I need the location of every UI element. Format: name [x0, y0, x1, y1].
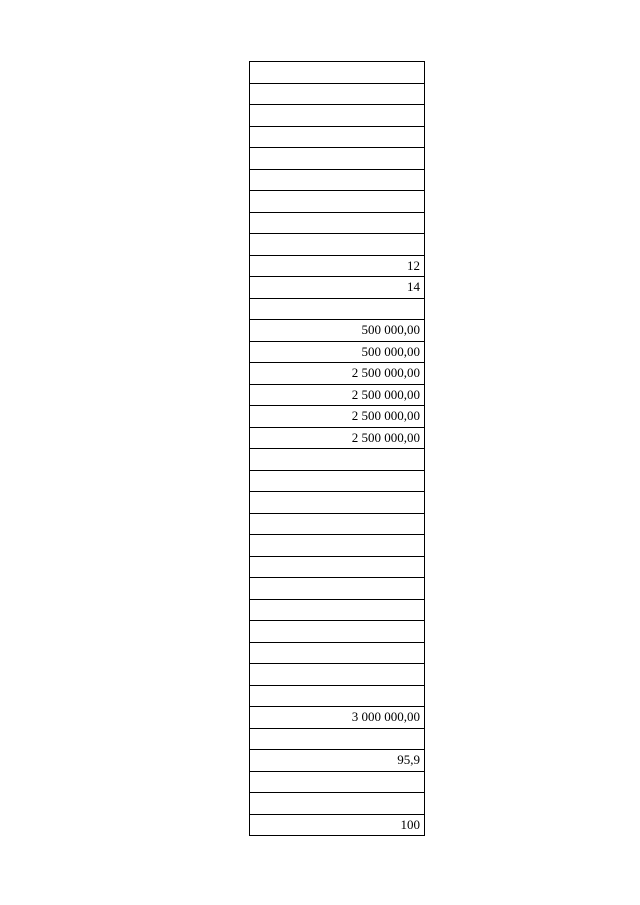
- table-row: [250, 793, 424, 815]
- table-row: 100: [250, 815, 424, 837]
- table-row: [250, 449, 424, 471]
- table-row: [250, 686, 424, 708]
- table-row: [250, 578, 424, 600]
- table-row: [250, 664, 424, 686]
- table-row: [250, 234, 424, 256]
- table-row: [250, 514, 424, 536]
- table-row: 2 500 000,00: [250, 428, 424, 450]
- table-row: [250, 191, 424, 213]
- table-row: 2 500 000,00: [250, 363, 424, 385]
- table-row: 12: [250, 256, 424, 278]
- table-row: 500 000,00: [250, 320, 424, 342]
- table-row: [250, 729, 424, 751]
- table-row: [250, 62, 424, 84]
- value-column-table: [249, 61, 425, 836]
- table-row: 2 500 000,00: [250, 385, 424, 407]
- table-row: 3 000 000,00: [250, 707, 424, 729]
- table-row: [250, 621, 424, 643]
- table-row: [250, 299, 424, 321]
- table-row: [250, 600, 424, 622]
- table-row: [250, 105, 424, 127]
- table-row: 500 000,00: [250, 342, 424, 364]
- table-row: [250, 643, 424, 665]
- table-row: [250, 84, 424, 106]
- table-row: 2 500 000,00: [250, 406, 424, 428]
- table-row: [250, 170, 424, 192]
- table-row: 95,9: [250, 750, 424, 772]
- table-row: [250, 492, 424, 514]
- table-row: [250, 148, 424, 170]
- table-row: [250, 772, 424, 794]
- table-row: [250, 557, 424, 579]
- table-row: 14: [250, 277, 424, 299]
- table-row: [250, 471, 424, 493]
- table-row: [250, 127, 424, 149]
- table-row: [250, 213, 424, 235]
- table-row: [250, 535, 424, 557]
